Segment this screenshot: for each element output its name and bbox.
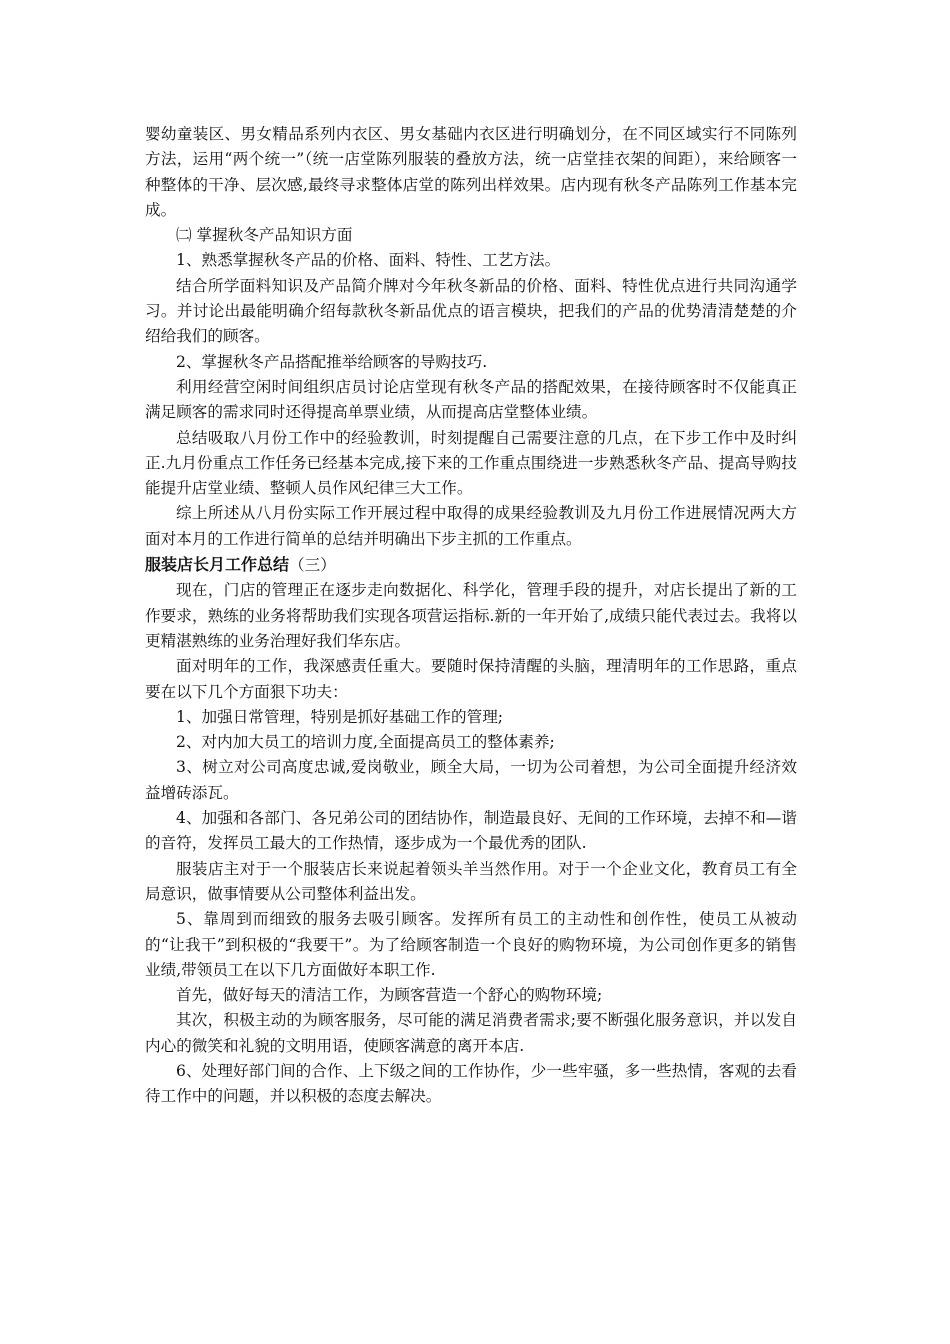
paragraph-matching-effect: 利用经营空闲时间组织店员讨论店堂现有秋冬产品的搭配效果，在接待顾客时不仅能真正满足顾客的需求同时还得提高单票业绩，从而提高店堂整体业绩。 <box>145 377 797 422</box>
paragraph-item-2: 2、掌握秋冬产品搭配推举给顾客的导购技巧. <box>176 352 488 371</box>
paragraph-second: 其次，积极主动的为顾客服务，尽可能的满足消费者需求;要不断强化服务意识，并以发自内心的微笑和礼貌的文明用语，使顾客满意的离开本店. <box>145 1011 797 1055</box>
section-heading-title: 服装店长月工作总结 <box>145 555 290 575</box>
paragraph-display-zones: 婴幼童装区、男女精品系列内衣区、男女基础内衣区进行明确划分，在不同区域实行不同陈列方法，运用“两个统一”（统一店堂陈列服装的叠放方法，统一店堂挂衣架的间距），来给顾客一种整体的干净、层次感,最终寻求整体店堂的陈列出样效果。店内现有秋冬产品陈列工作基本完成。 <box>145 125 797 219</box>
list-item-3: 3、树立对公司高度忠诚,爱岗敬业，顾全大局，一切为公司着想，为公司全面提升经济效益增砖添瓦。 <box>145 758 797 802</box>
paragraph-fabric-study: 结合所学面料知识及产品简介牌对今年秋冬新品的价格、面料、特性优点进行共同沟通学习。并讨论出最能明确介绍每款秋冬新品优点的语言模块，把我们的产品的优势清清楚楚的介绍给我们的顾客。 <box>145 276 797 346</box>
paragraph-next-year: 面对明年的工作，我深感责任重大。要随时保持清醒的头脑，理清明年的工作思路，重点要在以下几个方面狠下功夫： <box>145 657 797 701</box>
paragraph-summary: 综上所述从八月份实际工作开展过程中取得的成果经验教训及九月份工作进展情况两大方面对本月的工作进行简单的总结并明确出下步主抓的工作重点。 <box>145 504 797 548</box>
list-item-2: 2、对内加大员工的培训力度,全面提高员工的整体素养; <box>176 733 555 752</box>
section-heading-number: （三） <box>289 556 336 575</box>
paragraph-leader-role: 服装店主对于一个服装店长来说起着领头羊当然作用。对于一个企业文化，教育员工有全局意识，做事情要从公司整体利益出发。 <box>145 859 797 903</box>
paragraph-store-management: 现在，门店的管理正在逐步走向数据化、科学化，管理手段的提升，对店长提出了新的工作要求，熟练的业务将帮助我们实现各项营运指标.新的一年开始了,成绩只能代表过去。我将以更精湛熟练的业务治理好我们华东店。 <box>145 581 797 650</box>
section-heading <box>145 552 797 578</box>
list-item-6: 6、处理好部门间的合作、上下级之间的工作协作，少一些牢骚，多一些热情，客观的去看待工作中的问题，并以积极的态度去解决。 <box>145 1061 797 1106</box>
paragraph-first: 首先，做好每天的清洁工作，为顾客营造一个舒心的购物环境; <box>176 986 603 1005</box>
subheading-product-knowledge: ㈡ 掌握秋冬产品知识方面 <box>176 226 353 245</box>
list-item-4: 4、加强和各部门、各兄弟公司的团结协作，制造最良好、无间的工作环境，去掉不和—谐的音符，发挥员工最大的工作热情，逐步成为一个最优秀的团队. <box>145 809 797 853</box>
paragraph-item-1: 1、熟悉掌握秋冬产品的价格、面料、特性、工艺方法。 <box>176 251 561 270</box>
list-item-5: 5、靠周到而细致的服务去吸引顾客。发挥所有员工的主动性和创作性，使员工从被动的“让我干”到积极的“我要干”。为了给顾客制造一个良好的购物环境，为公司创作更多的销售业绩,带领员工在以下几方面做好本职工作. <box>145 910 797 979</box>
paragraph-august-lessons: 总结吸取八月份工作中的经验教训，时刻提醒自己需要注意的几点，在下步工作中及时纠正.九月份重点工作任务已经基本完成,接下来的工作重点围绕进一步熟悉秋冬产品、提高导购技能提升店堂业绩、整顿人员作风纪律三大工作。 <box>145 428 797 498</box>
document-page <box>145 122 797 1110</box>
list-item-1: 1、加强日常管理，特别是抓好基础工作的管理; <box>176 707 504 726</box>
